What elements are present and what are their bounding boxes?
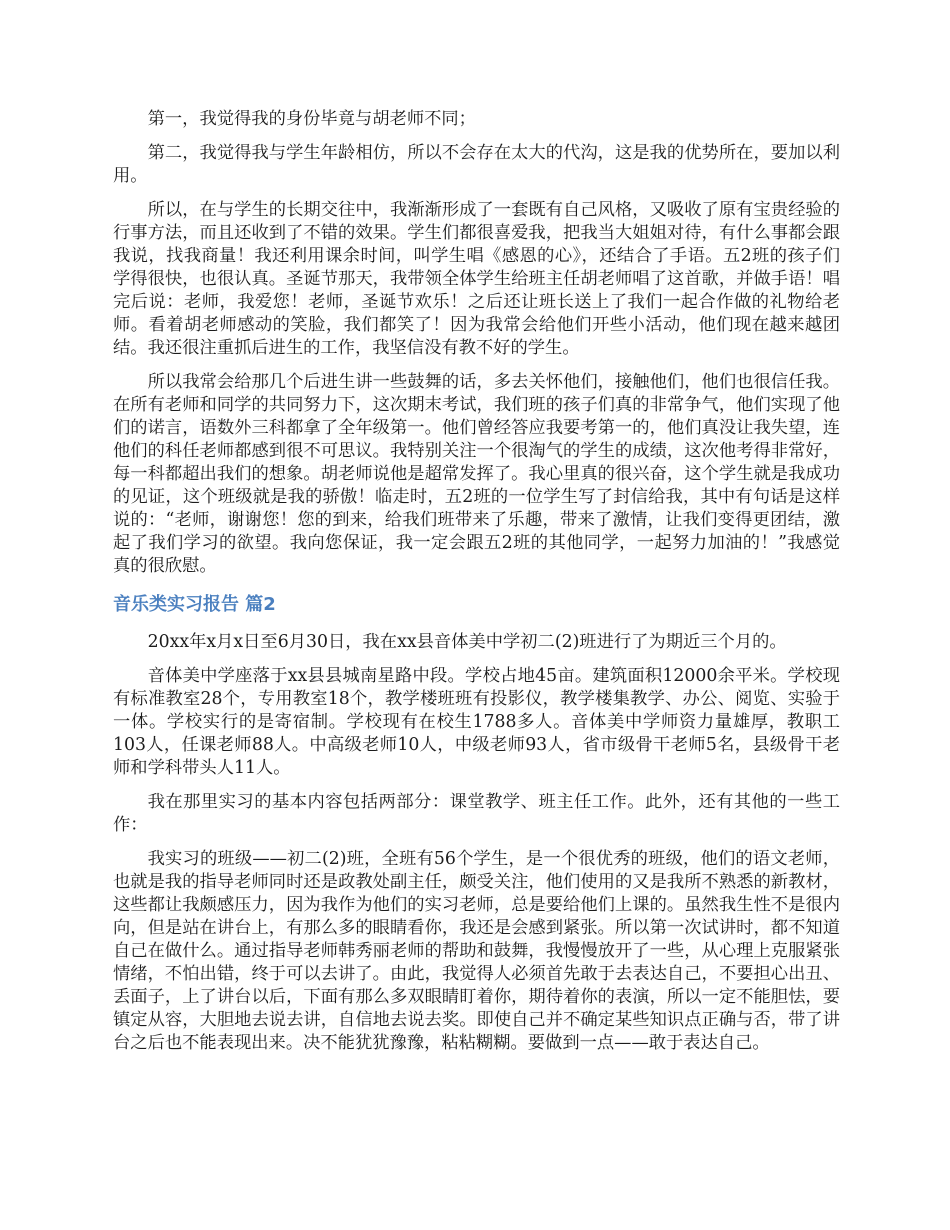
paragraph-school-intro: 音体美中学座落于xx县县城南星路中段。学校占地45亩。建筑面积12000余平米。学校现有标准教室28个，专用教室18个，教学楼班班有投影仪，教学楼集教学、办公、阅览、实验于一体。学校实行的是寄宿制。学校现有在校生1788多人。音体美中学师资力量雄厚，教职工103人，任课老师88人。中高级老师10人，中级老师93人，省市级骨干老师5名，县级骨干老师和学科带头人11人。 [113,666,840,778]
paragraph-class-experience: 我实习的班级——初二(2)班，全班有56个学生，是一个很优秀的班级，他们的语文老师，也就是我的指导老师同时还是政教处副主任，颇受关注，他们使用的又是我所不熟悉的新教材，这些都让我颇感压力，因为我作为他们的实习老师，总是要给他们上课的。虽然我生性不是很内向，但是站在讲台上，有那么多的眼睛看你，我还是会感到紧张。所以第一次试讲时，都不知道自己在做什么。通过指导老师韩秀丽老师的帮助和鼓舞，我慢慢放开了一些，从心理上克服紧张情绪，不怕出错，终于可以去讲了。由此，我觉得人必须首先敢于去表达自己，不要担心出丑、丢面子，上了讲台以后，下面有那么多双眼睛盯着你，期待着你的表演，所以一定不能胆怯，要镇定从容，大胆地去说去讲，自信地去说去奖。即使自己并不确定某些知识点正确与否，带了讲台之后也不能表现出来。决不能犹犹豫豫，粘粘糊糊。要做到一点——敢于表达自己。 [113,849,840,1053]
document-page [113,108,840,1066]
paragraph-first-point: 第一，我觉得我的身份毕竟与胡老师不同； [147,109,476,129]
paragraph-internship-period: 20xx年x月x日至6月30日，我在xx县音体美中学初二(2)班进行了为期近三个月的。 [147,632,787,652]
paragraph-second-point: 第二，我觉得我与学生年龄相仿，所以不会存在太大的代沟，这是我的优势所在，要加以利用。 [113,143,840,186]
paragraph-work-content: 我在那里实习的基本内容包括两部分：课堂教学、班主任工作。此外，还有其他的一些工作： [113,792,840,835]
paragraph-students-achievement: 所以我常会给那几个后进生讲一些鼓舞的话，多去关怀他们，接触他们，他们也很信任我。在所有老师和同学的共同努力下，这次期末考试，我们班的孩子们真的非常争气，他们实现了他们的诺言，语数外三科都拿了全年级第一。他们曾经答应我要考第一的，他们真没让我失望，连他们的科任老师都感到很不可思议。我特别关注一个很淘气的学生的成绩，这次他考得非常好，每一科都超出我们的想象。胡老师说他是超常发挥了。我心里真的很兴奋，这个学生就是我成功的见证，这个班级就是我的骄傲！临走时，五2班的一位学生写了封信给我，其中有句话是这样说的：“老师，谢谢您！您的到来，给我们班带来了乐趣，带来了激情，让我们变得更团结，激起了我们学习的欲望。我向您保证，我一定会跟五2班的其他同学，一起努力加油的！”我感觉真的很欣慰。 [113,372,840,576]
paragraph-working-style: 所以，在与学生的长期交往中，我渐渐形成了一套既有自己风格，又吸收了原有宝贵经验的行事方法，而且还收到了不错的效果。学生们都很喜爱我，把我当大姐姐对待，有什么事都会跟我说，找我商量！我还利用课余时间，叫学生唱《感恩的心》，还结合了手语。五2班的孩子们学得很快，也很认真。圣诞节那天，我带领全体学生给班主任胡老师唱了这首歌，并做手语！唱完后说：老师，我爱您！老师，圣诞节欢乐！之后还让班长送上了我们一起合作做的礼物给老师。看着胡老师感动的笑脸，我们都笑了！因为我常会给他们开些小活动，他们现在越来越团结。我还很注重抓后进生的工作，我坚信没有教不好的学生。 [113,200,840,358]
section-heading: 音乐类实习报告 篇2 [113,594,276,615]
